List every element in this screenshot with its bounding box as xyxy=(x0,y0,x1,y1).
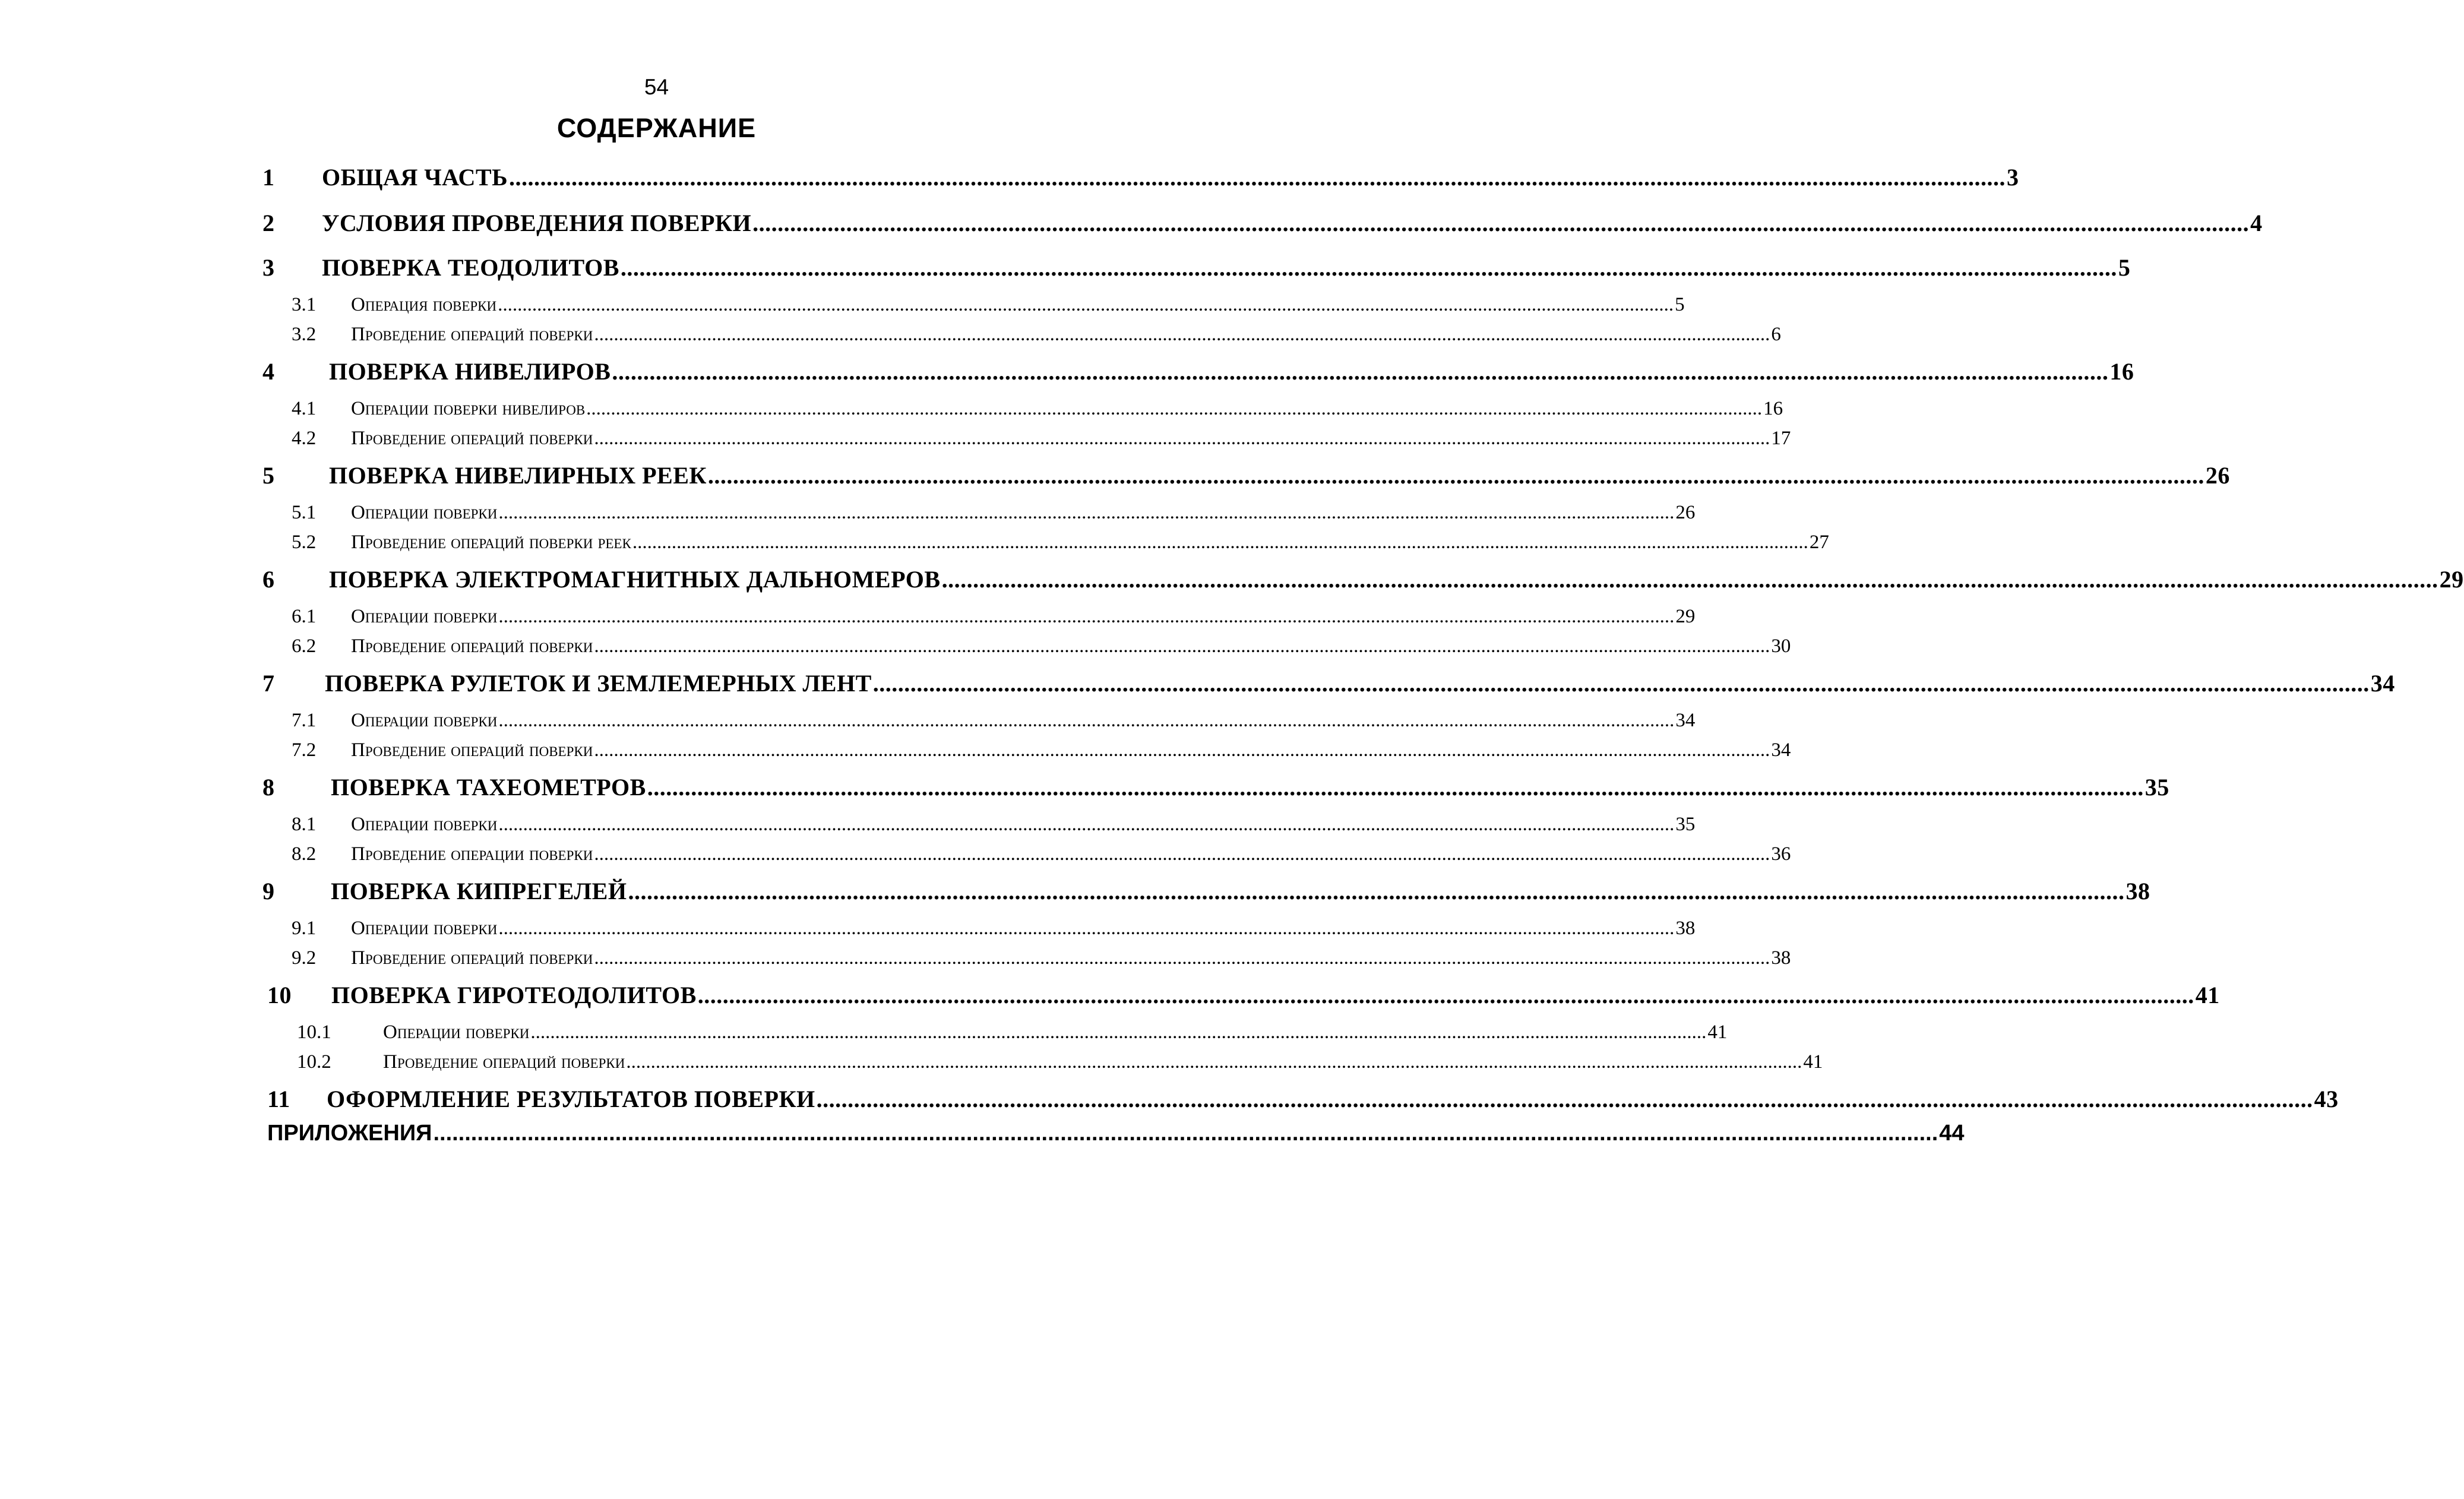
toc-entry-1 xyxy=(262,163,2019,193)
toc-entry-page: 5 xyxy=(1675,294,1685,315)
toc-entry-page: 38 xyxy=(1771,947,1791,969)
toc-entry-page: 41 xyxy=(2195,982,2220,1008)
toc-entry-page: 26 xyxy=(1675,502,1696,523)
toc-entry-number: 9.2 xyxy=(292,947,317,969)
toc-entry-page: 44 xyxy=(1939,1121,1965,1146)
toc-entry-page: 29 xyxy=(1675,606,1696,627)
toc-entry-5 xyxy=(262,461,2230,491)
toc-entry-title: Проведение операций поверки xyxy=(351,739,593,761)
toc-entry-page: 16 xyxy=(1763,398,1783,419)
toc-entry-4-1 xyxy=(292,398,1783,423)
page-title: СОДЕРЖАНИЕ xyxy=(556,113,757,143)
toc-entry-number: 3.1 xyxy=(292,294,317,315)
toc-entry-number: 8 xyxy=(262,774,275,801)
toc-entry-title: ОФОРМЛЕНИЕ РЕЗУЛЬТАТОВ ПОВЕРКИ xyxy=(327,1086,815,1112)
toc-entry-3-1 xyxy=(292,294,1685,319)
toc-entry-4 xyxy=(262,358,2134,387)
toc-entry-10-2 xyxy=(297,1051,1823,1076)
toc-entry-title: Операции поверки xyxy=(351,814,498,835)
toc-entry-6-2 xyxy=(292,635,1791,660)
toc-entry-title: Операции поверки xyxy=(351,502,498,523)
toc-entry-number: 6.1 xyxy=(292,606,317,627)
toc-entry-page: 34 xyxy=(1771,739,1791,761)
toc-entry-7-1 xyxy=(292,710,1696,735)
toc-entry-5-2 xyxy=(292,532,1829,556)
toc-entry-number: 7.2 xyxy=(292,739,317,761)
toc-entry-number: 2 xyxy=(262,210,275,236)
toc-entry-number: 9.1 xyxy=(292,918,317,939)
toc-entry-number: 8.2 xyxy=(292,843,317,865)
toc-leader-dots: ................................................................................................................................................................................................................................................ xyxy=(509,164,2006,191)
toc-entry-6-1 xyxy=(292,606,1696,631)
toc-entry-number: 10.2 xyxy=(297,1051,331,1073)
toc-entry-page: 3 xyxy=(2007,164,2019,191)
toc-entry-number: 4.2 xyxy=(292,428,317,449)
toc-entry-title: УСЛОВИЯ ПРОВЕДЕНИЯ ПОВЕРКИ xyxy=(322,210,752,236)
toc-entry-9 xyxy=(262,877,2150,907)
toc-leader-dots: ................................................................................................................................................................................................................................................ xyxy=(872,670,2370,697)
toc-entry-page: 43 xyxy=(2314,1086,2339,1112)
toc-entry-title: ПОВЕРКА НИВЕЛИРНЫХ РЕЕК xyxy=(329,462,707,489)
toc-entry-title: Проведение операции поверки xyxy=(351,843,593,865)
toc-leader-dots: ................................................................................................................................................................................................................................................ xyxy=(626,1051,1802,1073)
toc-leader-dots: ................................................................................................................................................................................................................................................ xyxy=(498,710,1675,731)
toc-leader-dots: ................................................................................................................................................................................................................................................ xyxy=(498,814,1675,835)
toc-entry-title: Операции поверки xyxy=(383,1022,530,1043)
toc-leader-dots: ................................................................................................................................................................................................................................................ xyxy=(530,1022,1707,1043)
toc-entry-number: 3 xyxy=(262,254,275,281)
toc-entry-8 xyxy=(262,773,2169,803)
toc-entry-title: Операции поверки xyxy=(351,606,498,627)
toc-entry-title: ПРИЛОЖЕНИЯ xyxy=(267,1121,432,1146)
toc-leader-dots: ................................................................................................................................................................................................................................................ xyxy=(586,398,1763,419)
toc-entry-number: 11 xyxy=(267,1086,290,1112)
toc-entry-number: 1 xyxy=(262,164,275,191)
toc-entry-number: 4 xyxy=(262,358,275,385)
toc-entry-3 xyxy=(262,254,2131,283)
toc-entry-number: 7.1 xyxy=(292,710,317,731)
toc-entry-title: ПОВЕРКА ТАХЕОМЕТРОВ xyxy=(331,774,646,801)
toc-leader-dots: ................................................................................................................................................................................................................................................ xyxy=(816,1086,2313,1112)
toc-entry-number: 4.1 xyxy=(292,398,317,419)
toc-entry-title: ПОВЕРКА ГИРОТЕОДОЛИТОВ xyxy=(331,982,697,1008)
toc-entry-page: 5 xyxy=(2118,254,2131,281)
toc-entry-page: 29 xyxy=(2439,566,2464,593)
toc-entry-title: Операции поверки xyxy=(351,918,498,939)
toc-entry-title: Проведение операций поверки xyxy=(351,324,593,345)
toc-leader-dots: ................................................................................................................................................................................................................................................ xyxy=(594,324,1770,345)
toc-leader-dots: ................................................................................................................................................................................................................................................ xyxy=(628,878,2125,905)
toc-entry-page: 41 xyxy=(1803,1051,1823,1073)
toc-entry-page: 4 xyxy=(2250,210,2263,236)
toc-entry-appendices xyxy=(267,1121,1965,1150)
toc-leader-dots: ................................................................................................................................................................................................................................................ xyxy=(697,982,2194,1008)
toc-entry-6 xyxy=(262,565,2464,595)
toc-leader-dots: ................................................................................................................................................................................................................................................ xyxy=(632,532,1808,553)
toc-entry-3-2 xyxy=(292,324,1781,349)
toc-entry-10-1 xyxy=(297,1022,1728,1046)
toc-entry-title: ПОВЕРКА ЭЛЕКТРОМАГНИТНЫХ ДАЛЬНОМЕРОВ xyxy=(329,566,941,593)
toc-entry-number: 6.2 xyxy=(292,635,317,657)
toc-entry-7-2 xyxy=(292,739,1791,764)
toc-entry-number: 9 xyxy=(262,878,275,905)
toc-entry-title: Проведение операций поверки xyxy=(351,428,593,449)
toc-entry-number: 7 xyxy=(262,670,275,697)
toc-leader-dots: ................................................................................................................................................................................................................................................ xyxy=(498,918,1675,939)
toc-leader-dots: ................................................................................................................................................................................................................................................ xyxy=(498,606,1675,627)
toc-entry-11 xyxy=(267,1085,2339,1115)
toc-leader-dots: ................................................................................................................................................................................................................................................ xyxy=(941,566,2438,593)
toc-entry-title: ПОВЕРКА РУЛЕТОК И ЗЕМЛЕМЕРНЫХ ЛЕНТ xyxy=(325,670,872,697)
toc-entry-page: 41 xyxy=(1707,1022,1728,1043)
toc-entry-4-2 xyxy=(292,428,1791,453)
toc-leader-dots: ................................................................................................................................................................................................................................................ xyxy=(433,1121,1938,1146)
toc-entry-5-1 xyxy=(292,502,1696,527)
toc-leader-dots: ................................................................................................................................................................................................................................................ xyxy=(620,254,2117,281)
toc-leader-dots: ................................................................................................................................................................................................................................................ xyxy=(594,739,1770,761)
toc-entry-page: 34 xyxy=(1675,710,1696,731)
toc-entry-page: 35 xyxy=(1675,814,1696,835)
toc-entry-2 xyxy=(262,209,2263,239)
toc-entry-9-2 xyxy=(292,947,1791,972)
toc-leader-dots: ................................................................................................................................................................................................................................................ xyxy=(707,462,2204,489)
toc-leader-dots: ................................................................................................................................................................................................................................................ xyxy=(594,635,1770,657)
toc-entry-title: Проведение операций поверки реек xyxy=(351,532,631,553)
toc-entry-page: 38 xyxy=(2125,878,2150,905)
toc-entry-number: 3.2 xyxy=(292,324,317,345)
toc-entry-page: 17 xyxy=(1771,428,1791,449)
toc-entry-title: ОБЩАЯ ЧАСТЬ xyxy=(322,164,508,191)
toc-entry-page: 27 xyxy=(1809,532,1829,553)
toc-leader-dots: ................................................................................................................................................................................................................................................ xyxy=(752,210,2250,236)
toc-entry-page: 30 xyxy=(1771,635,1791,657)
toc-entry-number: 6 xyxy=(262,566,275,593)
toc-entry-title: ПОВЕРКА ТЕОДОЛИТОВ xyxy=(322,254,619,281)
toc-entry-title: Проведение операций поверки xyxy=(351,947,593,969)
toc-entry-number: 5 xyxy=(262,462,275,489)
toc-entry-9-1 xyxy=(292,918,1696,943)
toc-entry-8-1 xyxy=(292,814,1696,839)
toc-entry-title: Проведение операций поверки xyxy=(383,1051,625,1073)
toc-entry-7 xyxy=(262,669,2395,699)
toc-entry-10 xyxy=(267,981,2220,1011)
toc-entry-title: Операции поверки нивелиров xyxy=(351,398,586,419)
toc-entry-title: Операция поверки xyxy=(351,294,497,315)
toc-entry-number: 10 xyxy=(267,982,292,1008)
toc-entry-page: 26 xyxy=(2205,462,2230,489)
toc-entry-number: 8.1 xyxy=(292,814,317,835)
toc-entry-page: 16 xyxy=(2109,358,2134,385)
toc-leader-dots: ................................................................................................................................................................................................................................................ xyxy=(612,358,2109,385)
toc-entry-page: 35 xyxy=(2144,774,2169,801)
toc-leader-dots: ................................................................................................................................................................................................................................................ xyxy=(647,774,2144,801)
toc-leader-dots: ................................................................................................................................................................................................................................................ xyxy=(594,843,1770,865)
page-number: 54 xyxy=(644,75,669,99)
toc-leader-dots: ................................................................................................................................................................................................................................................ xyxy=(498,502,1675,523)
toc-entry-number: 5.2 xyxy=(292,532,317,553)
toc-leader-dots: ................................................................................................................................................................................................................................................ xyxy=(594,947,1770,969)
toc-entry-8-2 xyxy=(292,843,1791,868)
toc-entry-page: 38 xyxy=(1675,918,1696,939)
toc-entry-number: 5.1 xyxy=(292,502,317,523)
toc-entry-page: 36 xyxy=(1771,843,1791,865)
toc-entry-page: 34 xyxy=(2370,670,2395,697)
toc-leader-dots: ................................................................................................................................................................................................................................................ xyxy=(498,294,1674,315)
toc-entry-title: ПОВЕРКА НИВЕЛИРОВ xyxy=(329,358,611,385)
toc-leader-dots: ................................................................................................................................................................................................................................................ xyxy=(594,428,1770,449)
toc-entry-title: Проведение операций поверки xyxy=(351,635,593,657)
toc-entry-title: ПОВЕРКА КИПРЕГЕЛЕЙ xyxy=(331,878,627,905)
toc-entry-page: 6 xyxy=(1771,324,1781,345)
toc-entry-title: Операции поверки xyxy=(351,710,498,731)
toc-entry-number: 10.1 xyxy=(297,1022,331,1043)
